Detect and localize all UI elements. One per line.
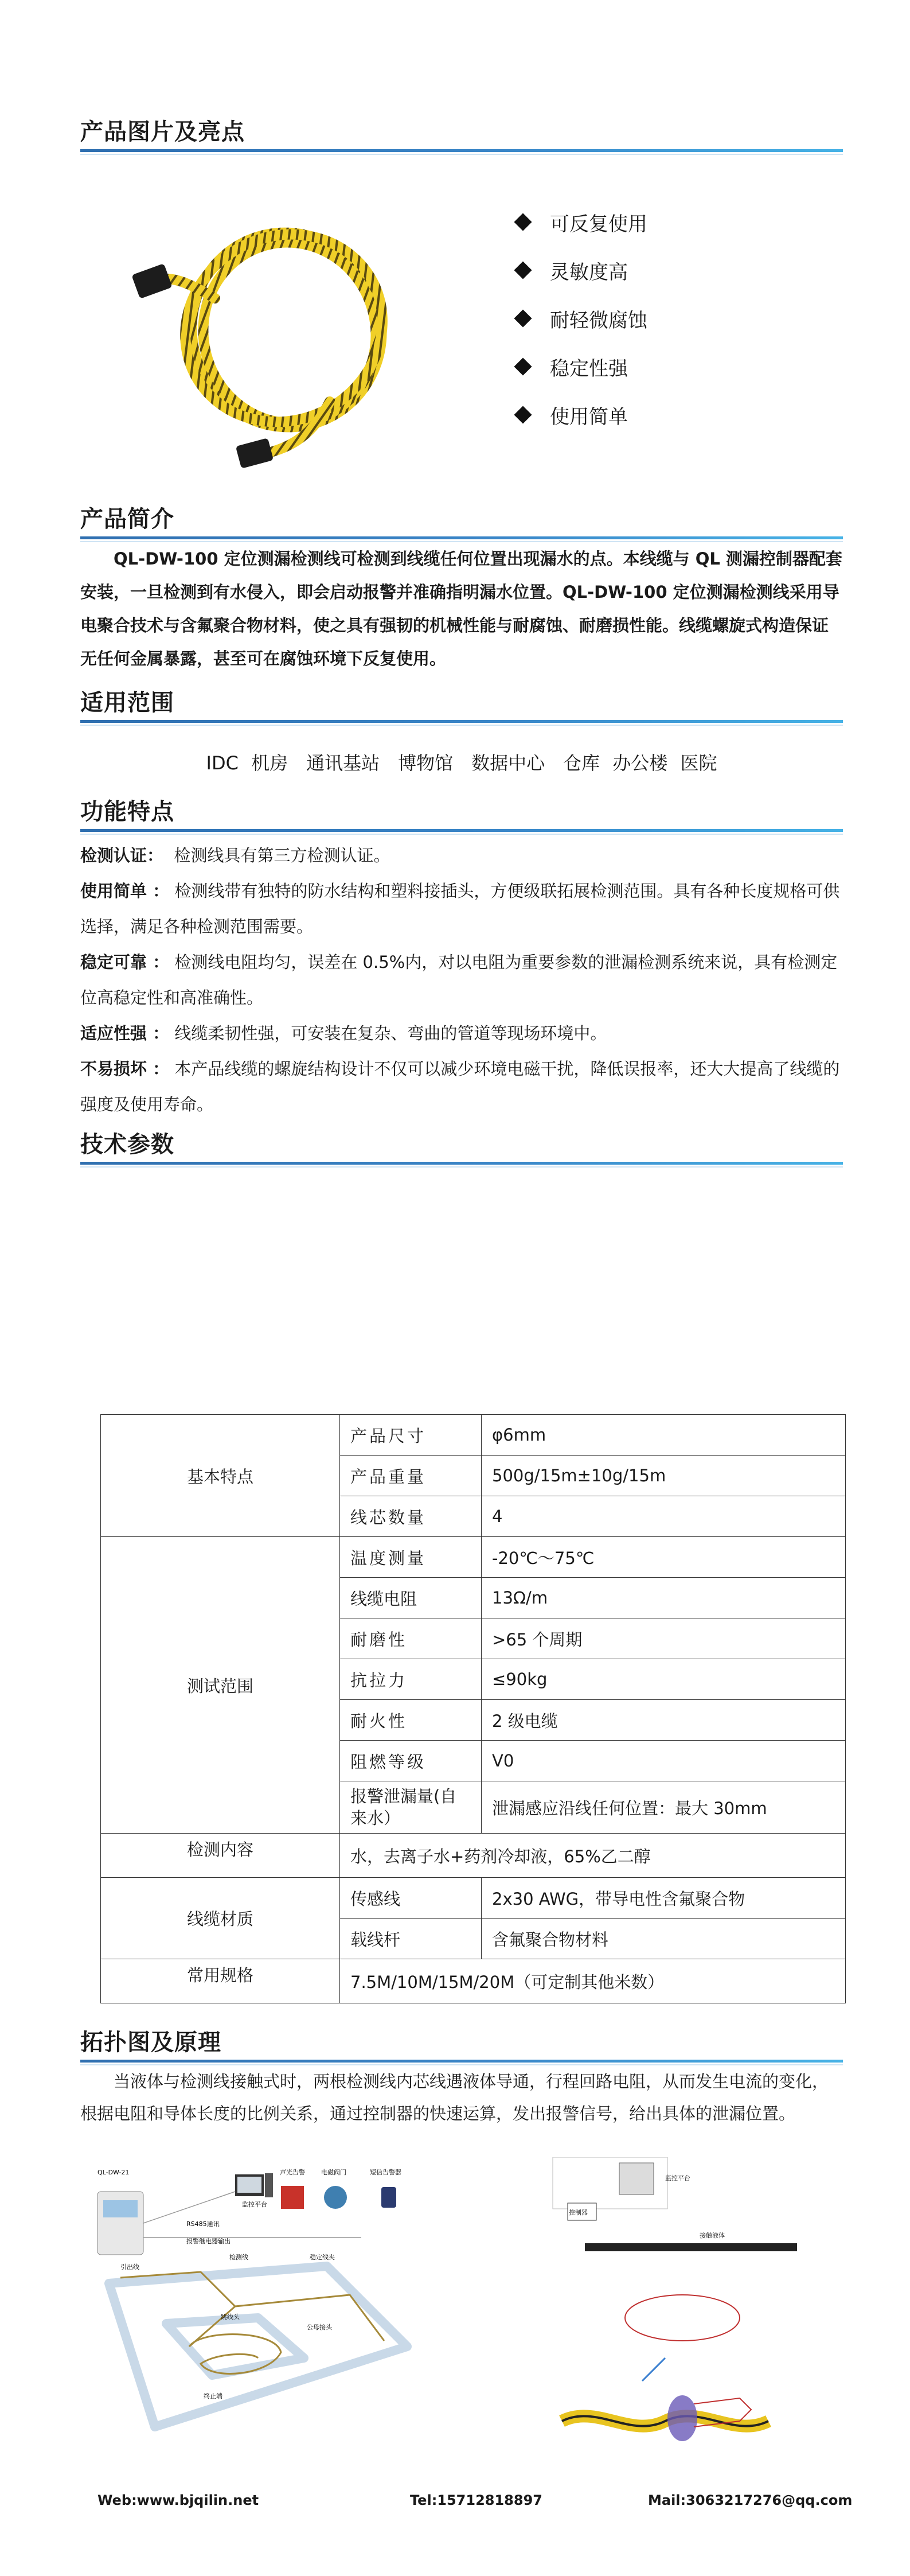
valve-icon: [324, 2186, 347, 2209]
label: 声光告警: [280, 2169, 305, 2176]
feature-item: 使用简单 ： 检测线带有独特的防水结构和塑料接插头，方便级联拓展检测范围。具有各种长度规格可供选择，满足各种检测范围需要。: [80, 881, 840, 936]
label: 检测线: [229, 2254, 248, 2261]
table-row: 基本特点 产品尺寸 φ6mm: [101, 1415, 846, 1456]
table-row: 测试范围 温度测量 -20℃～75℃: [101, 1537, 846, 1578]
table-row: 载线杆 含氟聚合物材料: [101, 1919, 846, 1959]
label: 控制器: [569, 2209, 588, 2216]
diamond-bullet-icon: [514, 357, 532, 375]
feature-item: 适应性强 ： 线缆柔韧性强，可安装在复杂、弯曲的管道等现场环境中。: [80, 1024, 607, 1043]
table-row: 报警泄漏量(自来水） 泄漏感应沿线任何位置：最大 30mm: [101, 1781, 846, 1834]
cable-coil-icon: [123, 195, 421, 470]
section-title: 拓扑图及原理: [80, 2029, 221, 2056]
label: 稳定线夹: [310, 2254, 335, 2261]
feature-item: 检测认证： 检测线具有第三方检测认证。: [80, 846, 390, 865]
table-category: 检测内容: [101, 1834, 340, 1878]
label: QL-DW-21: [97, 2169, 130, 2176]
section-title: 功能特点: [80, 799, 174, 825]
diamond-bullet-icon: [514, 406, 532, 423]
highlights-list: [513, 198, 647, 439]
topology-diagram: [86, 2157, 419, 2450]
feature-item: 稳定可靠 ： 检测线电阻均匀，误差在 0.5%内，对以电阻为重要参数的泄漏检测系统来说，具有检测定位高稳定性和高准确性。: [80, 952, 838, 1007]
table-row: 阻燃等级 V0: [101, 1741, 846, 1781]
footer-tel: Tel:15712818897: [410, 2492, 542, 2508]
section-intro: [80, 505, 843, 539]
table-row: 抗拉力 ≤90kg: [101, 1659, 846, 1700]
label: 电磁阀门: [321, 2169, 346, 2176]
table-category: 测试范围: [101, 1537, 340, 1834]
product-image: [123, 195, 421, 470]
label: RS485通讯: [186, 2220, 220, 2228]
list-item: 灵敏度高: [513, 246, 647, 294]
list-item: 可反复使用: [513, 198, 647, 246]
list-item: 稳定性强: [513, 343, 647, 391]
topology-paragraph: 当液体与检测线接触式时，两根检测线内芯线遇液体导通，行程回路电阻，从而发生电流的变化，根据电阻和导体长度的比例关系，通过控制器的快速运算，发出报警信号，给出具体的泄漏位置。: [80, 2072, 829, 2123]
footer-mail: Mail:3063217276@qq.com: [648, 2492, 853, 2508]
table-row: 产品重量 500g/15m±10g/15m: [101, 1456, 846, 1496]
diamond-bullet-icon: [514, 309, 532, 327]
section-scope: [80, 688, 843, 723]
section-title: 适用范围: [80, 690, 174, 716]
section-rule: [80, 149, 843, 152]
label: 监控平台: [665, 2174, 690, 2182]
label: 监控平台: [242, 2201, 267, 2208]
table-row: 检测内容 水，去离子水+药剂冷却液，65%乙二醇: [101, 1834, 846, 1878]
table-row: 线芯数量 4: [101, 1496, 846, 1537]
section-title: 技术参数: [80, 1131, 174, 1158]
label: 终止端: [204, 2392, 222, 2400]
footer: [0, 2484, 910, 2519]
table-category: 基本特点: [101, 1415, 340, 1537]
scope-list: IDC 机房 通讯基站 博物馆 数据中心 仓库 办公楼 医院: [206, 752, 717, 774]
feature-item: 不易损坏 ： 本产品线缆的螺旋结构设计不仅可以减少环境电磁干扰，降低误报率，还大大提高了线缆的强度及使用寿命。: [80, 1059, 840, 1114]
section-features: [80, 797, 843, 832]
label: 接触液体: [700, 2232, 725, 2239]
label: 报警继电器输出: [186, 2238, 231, 2245]
tech-table: [100, 1414, 846, 2003]
table-category: 常用规格: [101, 1959, 340, 2003]
label: 引出线: [120, 2263, 139, 2271]
alarm-icon: [281, 2186, 304, 2209]
list-item: 使用简单: [513, 391, 647, 439]
monitor-icon: [619, 2163, 654, 2194]
table-row: 耐磨性 >65 个周期: [101, 1618, 846, 1659]
sms-icon: [381, 2187, 396, 2208]
section-title: 产品简介: [80, 506, 174, 532]
table-row: 常用规格 7.5M/10M/15M/20M（可定制其他米数）: [101, 1959, 846, 2003]
section-highlights: [80, 118, 843, 152]
section-topology: [80, 2028, 843, 2063]
principle-diagram: [550, 2157, 814, 2456]
footer-web: Web:www.bjqilin.net: [97, 2492, 259, 2508]
list-item: 耐轻微腐蚀: [513, 294, 647, 343]
table-row: 线缆电阻 13Ω/m: [101, 1578, 846, 1618]
section-title: 产品图片及亮点: [80, 119, 245, 145]
table-category: 线缆材质: [101, 1878, 340, 1959]
diamond-bullet-icon: [514, 213, 532, 231]
label: 公母接头: [307, 2324, 332, 2331]
section-tech: [80, 1130, 843, 1165]
label: 跳线头: [221, 2313, 240, 2321]
diamond-bullet-icon: [514, 261, 532, 279]
intro-paragraph: QL-DW-100 定位测漏检测线可检测到线缆任何位置出现漏水的点。本线缆与 QL 测漏控制器配套安装，一旦检测到有水侵入，即会启动报警并准确指明漏水位置。QL-DW-100 定位测漏检测线采用导电聚合技术与含氟聚合物材料，使之具有强韧的机械性能与耐腐蚀、耐磨损性能。线缆螺旋式构造保证无任何金属暴露，甚至可在腐蚀环境下反复使用。: [80, 549, 842, 668]
label: 短信告警器: [370, 2169, 401, 2176]
table-row: 线缆材质 传感线 2x30 AWG，带导电性含氟聚合物: [101, 1878, 846, 1919]
table-row: 耐火性 2 级电缆: [101, 1700, 846, 1741]
